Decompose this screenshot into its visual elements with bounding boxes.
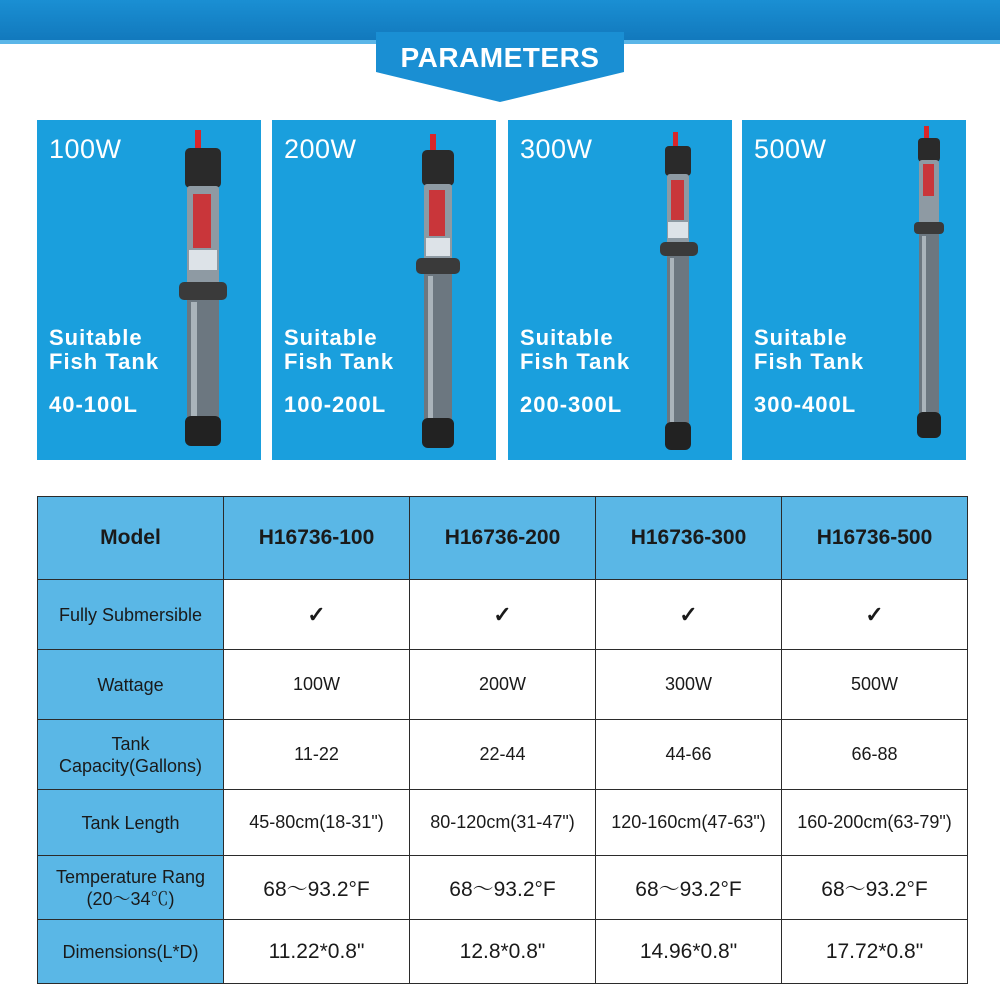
- table-cell: 100W: [224, 650, 410, 720]
- table-cell: 11.22*0.8": [224, 920, 410, 984]
- table-row-wattage: [38, 650, 968, 720]
- card-suitable-line1: Suitable: [49, 325, 143, 350]
- heater-image: [175, 130, 235, 452]
- table-cell: 22-44: [410, 720, 596, 790]
- check-cell: [596, 580, 782, 650]
- table-cell: 300W: [596, 650, 782, 720]
- table-cell: 17.72*0.8": [782, 920, 968, 984]
- table-cell: 12.8*0.8": [410, 920, 596, 984]
- card-tank-range: 300-400L: [754, 392, 857, 417]
- table-header-row: [38, 497, 968, 580]
- product-card-500w: [742, 120, 966, 460]
- card-suitable-line1: Suitable: [754, 325, 848, 350]
- table-row-capacity: [38, 720, 968, 790]
- card-suitable-line2: Fish Tank: [520, 349, 631, 374]
- row-label-line1: Temperature Rang: [55, 866, 206, 887]
- table-cell: 14.96*0.8": [596, 920, 782, 984]
- table-cell: 68～93.2°F: [782, 856, 968, 920]
- product-card-300w: [508, 120, 732, 460]
- header-cell-model: Model: [38, 497, 224, 580]
- card-suitable-line2: Fish Tank: [284, 349, 395, 374]
- row-label-line1: Tank: [111, 733, 150, 754]
- table-cell: 120-160cm(47-63"): [596, 790, 782, 856]
- row-label: Wattage: [38, 650, 224, 720]
- row-label: [38, 720, 224, 790]
- table-cell: 68～93.2°F: [224, 856, 410, 920]
- card-suitable-text: [49, 326, 159, 374]
- card-suitable-line1: Suitable: [284, 325, 378, 350]
- card-suitable-text: [520, 326, 630, 374]
- heater-image: [656, 132, 702, 454]
- table-row-tank-length: [38, 790, 968, 856]
- check-icon: ✓: [307, 601, 326, 627]
- table-row-dimensions: [38, 920, 968, 984]
- header-cell: H16736-100: [224, 497, 410, 580]
- row-label: [38, 856, 224, 920]
- table-cell: 200W: [410, 650, 596, 720]
- row-label: Dimensions(L*D): [38, 920, 224, 984]
- row-label: Fully Submersible: [38, 580, 224, 650]
- check-icon: ✓: [865, 601, 884, 627]
- card-tank-range: 40-100L: [49, 392, 138, 417]
- parameters-banner: [376, 32, 624, 102]
- table-cell: 68～93.2°F: [596, 856, 782, 920]
- check-cell: [410, 580, 596, 650]
- table-cell: 44-66: [596, 720, 782, 790]
- card-wattage: 300W: [520, 134, 593, 164]
- row-label-line2: Capacity(Gallons): [58, 755, 203, 776]
- row-label-line2: (20～34℃): [86, 888, 175, 909]
- header-cell: H16736-300: [596, 497, 782, 580]
- table-cell: 68～93.2°F: [410, 856, 596, 920]
- heater-image: [910, 126, 948, 442]
- card-tank-range: 200-300L: [520, 392, 623, 417]
- spec-table: [37, 496, 968, 984]
- row-label: Tank Length: [38, 790, 224, 856]
- heater-image: [410, 134, 470, 452]
- table-cell: 11-22: [224, 720, 410, 790]
- card-wattage: 100W: [49, 134, 122, 164]
- check-icon: ✓: [679, 601, 698, 627]
- card-suitable-line2: Fish Tank: [754, 349, 865, 374]
- check-cell: [782, 580, 968, 650]
- card-wattage: 500W: [754, 134, 827, 164]
- check-cell: [224, 580, 410, 650]
- table-row-temperature: [38, 856, 968, 920]
- header-cell: H16736-200: [410, 497, 596, 580]
- parameters-title: PARAMETERS: [400, 42, 600, 73]
- product-card-100w: [37, 120, 261, 460]
- table-cell: 160-200cm(63-79"): [782, 790, 968, 856]
- card-suitable-line2: Fish Tank: [49, 349, 160, 374]
- card-suitable-text: [754, 326, 864, 374]
- table-cell: 66-88: [782, 720, 968, 790]
- table-cell: 45-80cm(18-31"): [224, 790, 410, 856]
- card-suitable-text: [284, 326, 394, 374]
- product-card-200w: [272, 120, 496, 460]
- card-tank-range: 100-200L: [284, 392, 387, 417]
- check-icon: ✓: [493, 601, 512, 627]
- header-cell: H16736-500: [782, 497, 968, 580]
- table-cell: 500W: [782, 650, 968, 720]
- table-row-submersible: [38, 580, 968, 650]
- card-wattage: 200W: [284, 134, 357, 164]
- table-cell: 80-120cm(31-47"): [410, 790, 596, 856]
- card-suitable-line1: Suitable: [520, 325, 614, 350]
